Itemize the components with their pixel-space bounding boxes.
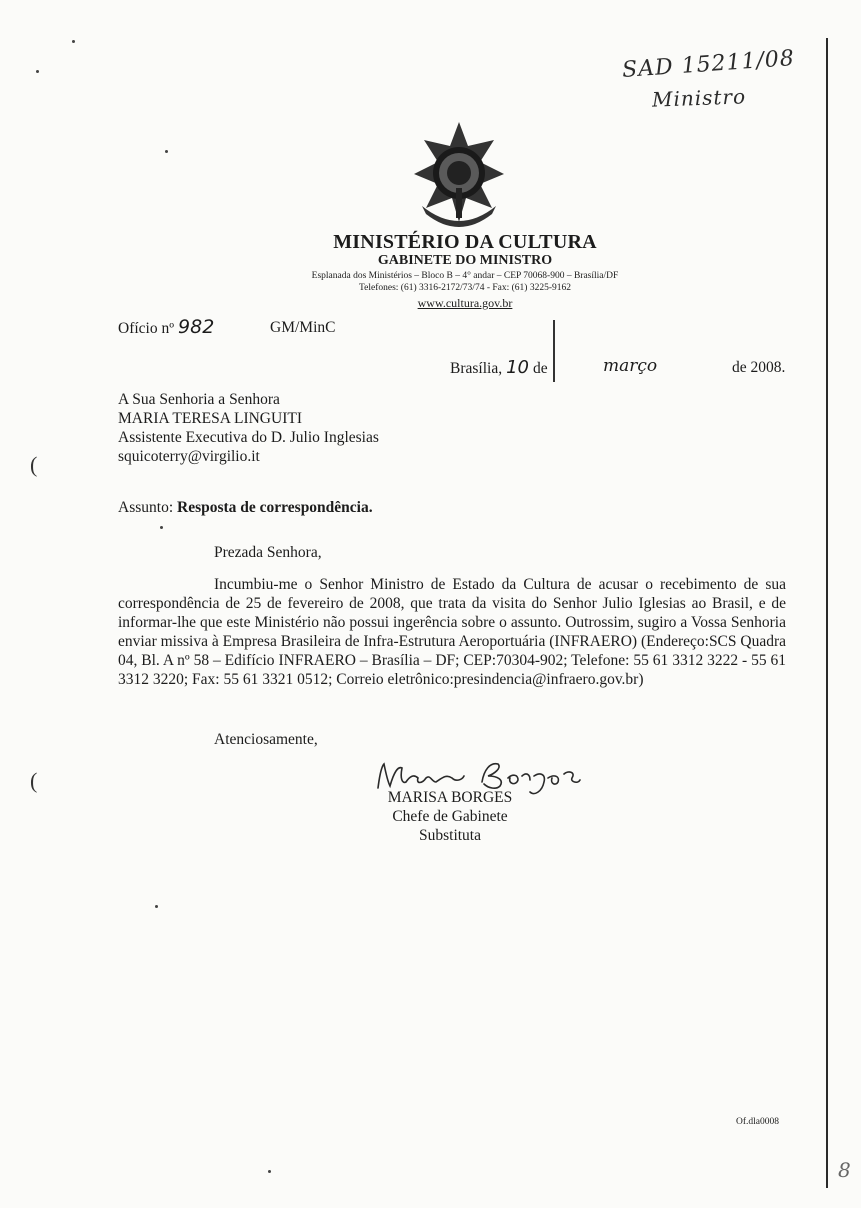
scan-speck — [36, 70, 39, 73]
date-de: de — [533, 360, 548, 377]
subject-text: Resposta de correspondência. — [177, 499, 373, 516]
oficio-code: GM/MinC — [270, 319, 336, 336]
handwritten-reference: SAD 15211/08 — [621, 45, 796, 84]
signer-block — [360, 788, 540, 845]
address-line: Esplanada dos Ministérios – Bloco B – 4° andar – CEP 70068-900 – Brasília/DF — [311, 271, 619, 281]
scan-speck — [160, 526, 163, 529]
scan-speck — [165, 150, 168, 153]
paragraph-text: Incumbiu-me o Senhor Ministro de Estado da Cultura de acusar o recebimento de sua correspondência de 25 de fevereiro de 2008, que trata da visita do Senhor Julio Iglesias ao Brasil, e de informar-lhe que este Ministério não possui ingerência sobre o assunto. Outrossim, sugiro a Vossa Senhoria enviar missiva à Empresa Brasileira de Infra-Estrutura Aeroportuária (INFRAERO) (Endereço:SCS Quadra 04, Bl. A nº 58 – Edifício INFRAERO – Brasília – DF; CEP:70304-902; Telefone: 55 61 3312 3222 - 55 61 3312 3220; Fax: 55 61 3321 0512; Correio eletrônico:presindencia@infraero.gov.br) — [118, 576, 787, 688]
addressee-salutation: A Sua Senhoria a Senhora — [118, 391, 280, 408]
oficio-reference — [118, 318, 214, 338]
addressee-block — [118, 390, 379, 466]
handwritten-page-number: 8 — [838, 1158, 851, 1182]
subject-label: Assunto: — [118, 499, 174, 516]
scan-speck — [155, 905, 158, 908]
margin-mark: ( — [30, 452, 38, 477]
file-code: Of.dla0008 — [736, 1117, 780, 1127]
oficio-label: Ofício nº — [118, 320, 175, 337]
margin-mark-line — [553, 320, 555, 382]
margin-mark: ( — [30, 768, 38, 793]
handwritten-note: Ministro — [651, 84, 747, 112]
signer-title: Chefe de Gabinete — [392, 808, 508, 825]
coat-of-arms-emblem — [404, 118, 514, 233]
addressee-email: squicoterry@virgilio.it — [118, 448, 260, 465]
scan-speck — [72, 40, 75, 43]
greeting: Prezada Senhora, — [214, 544, 322, 561]
addressee-name: MARIA TERESA LINGUITI — [118, 410, 302, 427]
date-line — [450, 358, 548, 378]
subject-line — [118, 498, 373, 517]
website-link[interactable]: www.cultura.gov.br — [417, 296, 513, 310]
date-day: 10 — [506, 357, 529, 378]
page-edge-rule — [826, 38, 828, 1188]
signer-subtitle: Substituta — [418, 827, 481, 844]
oficio-number: 982 — [178, 316, 215, 338]
closing: Atenciosamente, — [214, 731, 318, 748]
ministry-name: MINISTÉRIO DA CULTURA — [333, 231, 597, 253]
signer-name: MARISA BORGES — [387, 789, 513, 806]
phone-line: Telefones: (61) 3316-2172/73/74 - Fax: (61) 3225-9162 — [359, 283, 571, 293]
date-year: de 2008. — [732, 359, 786, 376]
cabinet-name: GABINETE DO MINISTRO — [377, 253, 553, 268]
letter-paragraph — [118, 575, 786, 689]
addressee-title: Assistente Executiva do D. Julio Inglesias — [118, 429, 379, 446]
date-city: Brasília, — [450, 360, 503, 377]
scan-speck — [268, 1170, 271, 1173]
date-month: março — [603, 356, 658, 376]
